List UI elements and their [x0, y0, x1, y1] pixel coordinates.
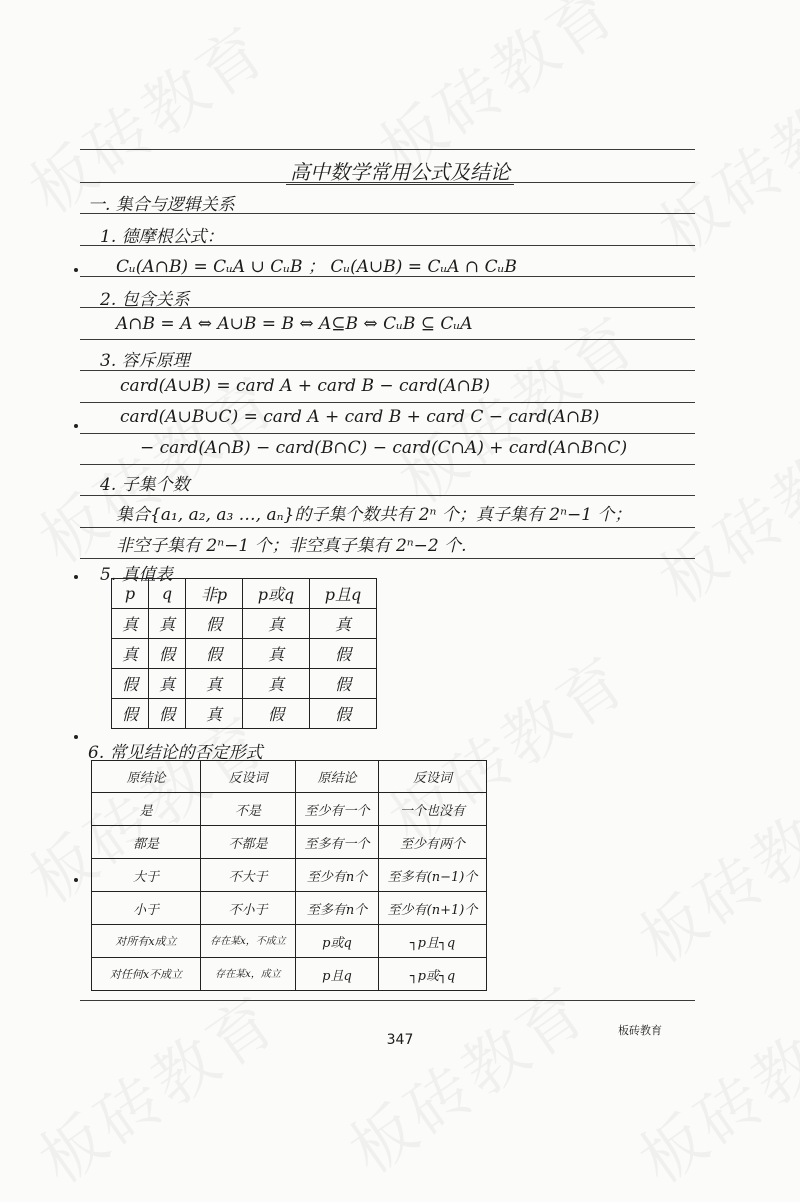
table-cell: 至少有(n+1)个 — [379, 892, 487, 925]
demorgan-heading: 1. 德摩根公式： — [100, 227, 224, 247]
table-cell: 存在某x，不成立 — [201, 925, 296, 958]
watermark — [618, 750, 800, 981]
inclusion-exclusion-formula-2: card(A∪B∪C) = card A + card B + card C − card(A∩B) — [120, 407, 600, 427]
table-header-cell: p且q — [310, 579, 377, 609]
table-cell: 至少有n个 — [296, 859, 379, 892]
table-header-cell: 反设词 — [201, 761, 296, 793]
table-row — [112, 699, 377, 729]
table-cell: 假 — [149, 699, 186, 729]
table-row — [112, 669, 377, 699]
truth-table — [111, 578, 377, 729]
table-header-row — [92, 761, 487, 793]
table-header-cell: 反设词 — [379, 761, 487, 793]
table-cell: 假 — [112, 699, 149, 729]
table-cell: 真 — [310, 609, 377, 639]
table-cell: 对任何x不成立 — [92, 958, 201, 991]
demorgan-formula: Cᵤ(A∩B) = CᵤA ∪ CᵤB ； Cᵤ(A∪B) = CᵤA ∩ CᵤB — [116, 257, 517, 277]
inclusion-exclusion-formula-3: − card(A∩B) − card(B∩C) − card(C∩A) + card(A∩B∩C) — [140, 438, 628, 458]
watermark — [18, 970, 294, 1201]
section-heading: 一. 集合与逻辑关系 — [88, 195, 235, 215]
table-header-cell: q — [149, 579, 186, 609]
table-cell: 真 — [112, 609, 149, 639]
table-cell: 不是 — [201, 793, 296, 826]
table-cell: 真 — [149, 669, 186, 699]
subset-count-heading: 4. 子集个数 — [100, 475, 190, 495]
table-header-cell: p — [112, 579, 149, 609]
truth-table-heading: 5. 真值表 — [100, 565, 173, 585]
table-header-cell: 原结论 — [92, 761, 201, 793]
table-cell: 至少有一个 — [296, 793, 379, 826]
table-row — [92, 925, 487, 958]
table-cell: 至多有一个 — [296, 826, 379, 859]
table-row — [112, 609, 377, 639]
page-title: 高中数学常用公式及结论 — [0, 156, 800, 185]
table-cell: 假 — [243, 699, 310, 729]
table-cell: 真 — [243, 609, 310, 639]
table-cell: 至多有(n−1)个 — [379, 859, 487, 892]
table-header-cell: p或q — [243, 579, 310, 609]
inclusion-exclusion-formula-1: card(A∪B) = card A + card B − card(A∩B) — [120, 376, 490, 396]
brand-label: 板砖教育 — [618, 1024, 662, 1037]
table-cell: p且q — [296, 958, 379, 991]
negation-forms-table — [91, 760, 487, 991]
table-cell: 至少有两个 — [379, 826, 487, 859]
table-cell: 不大于 — [201, 859, 296, 892]
table-cell: ┐p或┐q — [379, 958, 487, 991]
table-cell: 对所有x成立 — [92, 925, 201, 958]
table-row — [92, 859, 487, 892]
table-header-row — [112, 579, 377, 609]
table-cell: 假 — [149, 639, 186, 669]
table-header-cell: 原结论 — [296, 761, 379, 793]
subset-count-line-2: 非空子集有 2ⁿ−1 个；非空真子集有 2ⁿ−2 个. — [116, 536, 467, 556]
table-cell: 真 — [186, 669, 243, 699]
table-cell: 真 — [112, 639, 149, 669]
table-header-cell: 非p — [186, 579, 243, 609]
table-cell: 至多有n个 — [296, 892, 379, 925]
table-cell: 一个也没有 — [379, 793, 487, 826]
table-cell: 假 — [186, 639, 243, 669]
table-row — [92, 793, 487, 826]
table-cell: 大于 — [92, 859, 201, 892]
table-cell: 真 — [186, 699, 243, 729]
table-cell: 真 — [243, 639, 310, 669]
page-number: 347 — [386, 1032, 414, 1048]
table-cell: 假 — [310, 639, 377, 669]
watermark — [618, 970, 800, 1201]
table-cell: 不小于 — [201, 892, 296, 925]
table-cell: 真 — [243, 669, 310, 699]
table-cell: 假 — [112, 669, 149, 699]
subset-count-line-1: 集合{a₁, a₂, a₃ …, aₙ}的子集个数共有 2ⁿ 个；真子集有 2ⁿ−1 个； — [116, 505, 632, 525]
table-cell: p或q — [296, 925, 379, 958]
inclusion-formula: A∩B = A ⇔ A∪B = B ⇔ A⊆B ⇔ CᵤB ⊆ CᵤA — [116, 314, 473, 334]
table-cell: 小于 — [92, 892, 201, 925]
inclusion-heading: 2. 包含关系 — [100, 290, 190, 310]
watermark — [328, 960, 604, 1191]
table-row — [92, 892, 487, 925]
table-cell: 假 — [310, 669, 377, 699]
table-cell: 是 — [92, 793, 201, 826]
negation-forms-heading: 6. 常见结论的否定形式 — [88, 743, 263, 763]
table-cell: ┐p且┐q — [379, 925, 487, 958]
table-row — [112, 639, 377, 669]
inclusion-exclusion-heading: 3. 容斥原理 — [100, 351, 190, 371]
table-cell: 假 — [186, 609, 243, 639]
table-cell: 假 — [310, 699, 377, 729]
table-cell: 存在某x，成立 — [201, 958, 296, 991]
table-row — [92, 958, 487, 991]
table-cell: 不都是 — [201, 826, 296, 859]
table-cell: 都是 — [92, 826, 201, 859]
table-cell: 真 — [149, 609, 186, 639]
watermark — [638, 390, 800, 621]
table-row — [92, 826, 487, 859]
